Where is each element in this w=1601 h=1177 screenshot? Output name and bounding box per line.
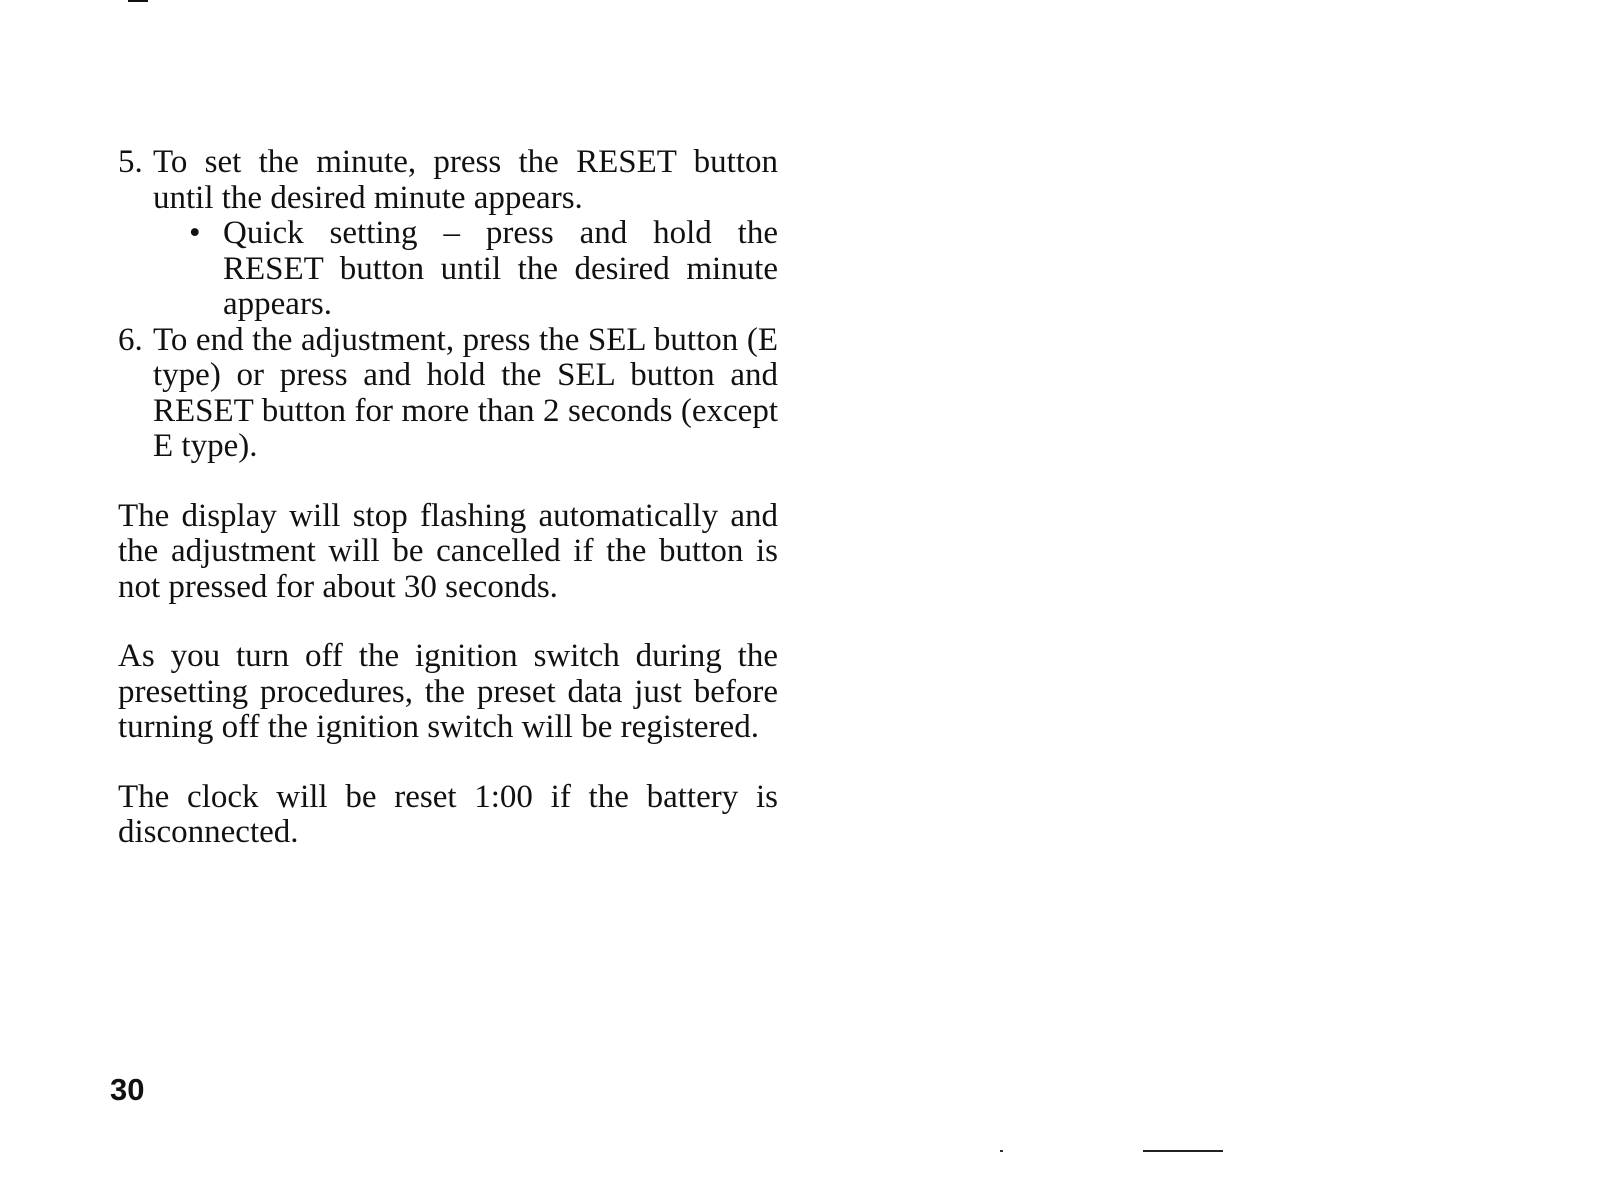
step-number: 5. — [118, 144, 143, 180]
step-6 — [118, 323, 778, 465]
page-number: 30 — [110, 1072, 145, 1107]
step-5 — [118, 145, 778, 323]
step-text: To set the minute, press the RESET button until the desired minute appears. — [153, 144, 778, 216]
bullet-text: Quick setting – press and hold the RESET button until the desired minute appears. — [223, 215, 778, 322]
top-margin-mark — [128, 0, 148, 2]
manual-text-column — [118, 145, 778, 851]
step-text: To end the adjustment, press the SEL button (E type) or press and hold the SEL button and RESET button for more than 2 seconds (except E type). — [153, 321, 778, 464]
paragraph-auto-cancel: The display will stop flashing automatically and the adjustment will be cancelled if the button is not pressed for about 30 seconds. — [118, 497, 778, 605]
scan-artifact-dot — [1000, 1150, 1003, 1152]
paragraph-ignition-off: As you turn off the ignition switch during the presetting procedures, the preset data just before turning off the ignition switch will be registered. — [118, 638, 778, 745]
bullet-icon: • — [189, 215, 201, 251]
step-body — [153, 145, 778, 323]
step-body — [153, 323, 778, 465]
bullet-item — [189, 216, 778, 323]
paragraph-clock-reset: The clock will be reset 1:00 if the battery is disconnected. — [118, 778, 778, 850]
step-number: 6. — [118, 321, 143, 358]
scan-artifact-line — [1143, 1150, 1223, 1152]
